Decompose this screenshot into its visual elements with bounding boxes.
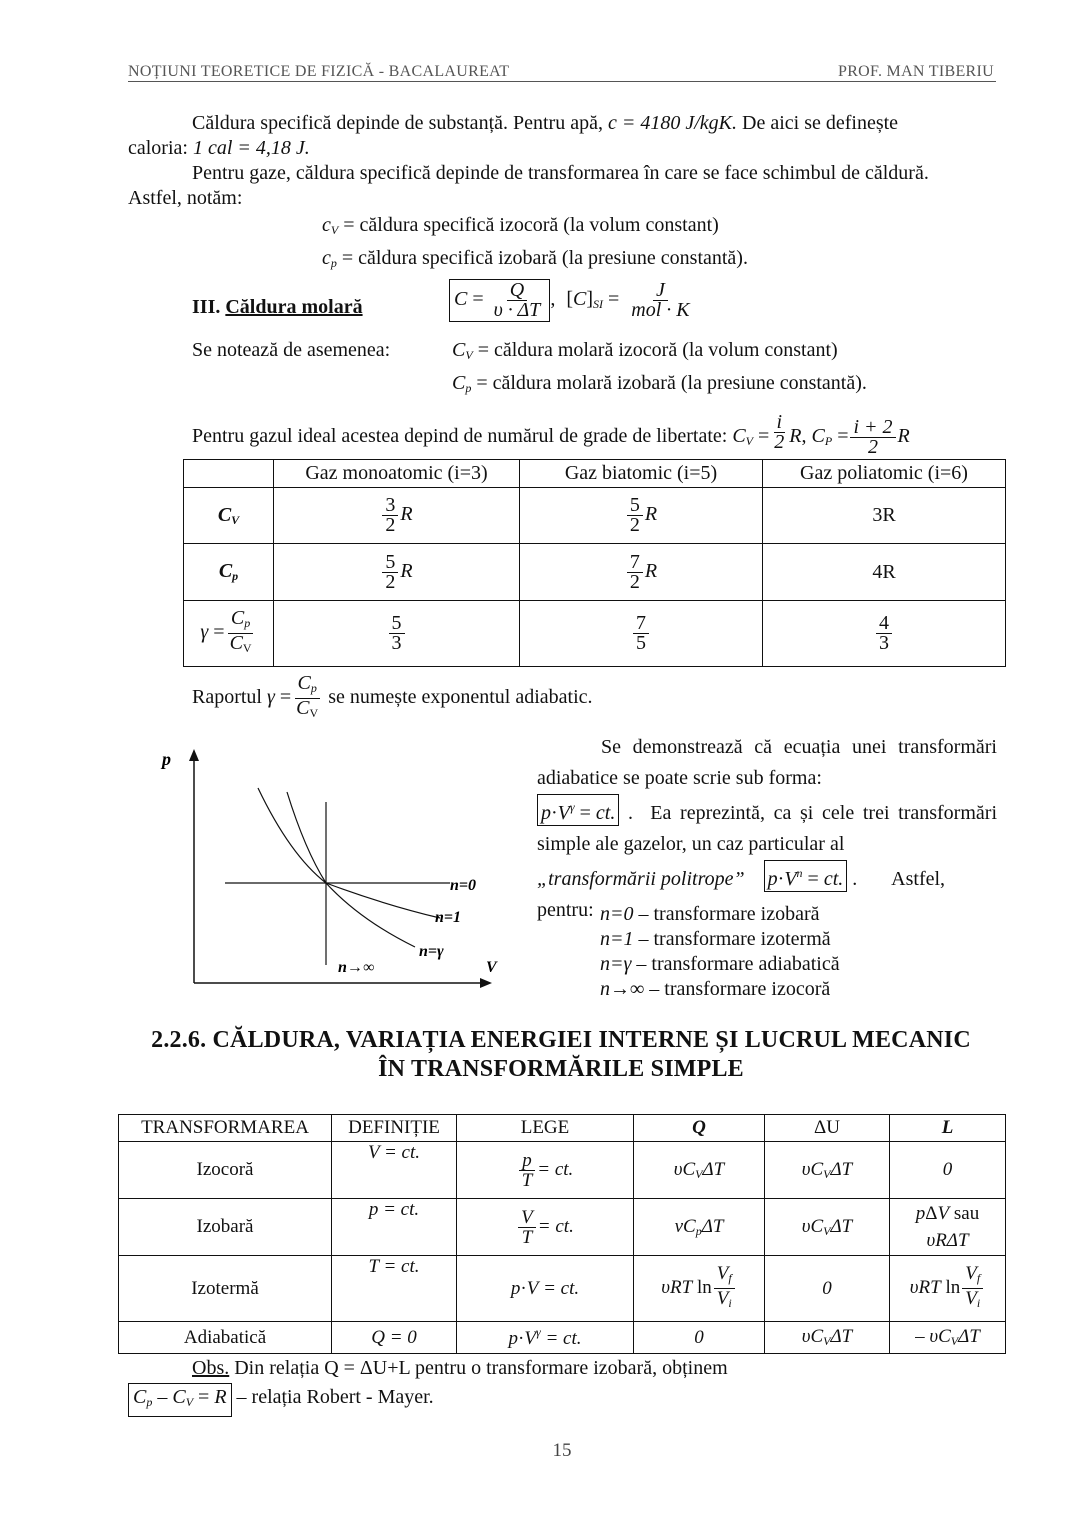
cv-bi-den: 2 bbox=[629, 514, 640, 536]
molar-title-text: Căldura molară bbox=[225, 296, 363, 318]
si-unit-den: mol · K bbox=[631, 299, 690, 321]
row-adiabatica: Adiabatică Q = 0 $p\cdot V^\gamma$ = ct. 0 $\upsilon C_V\Delta T$ – $\upsilon C_V\Delta T$ bbox=[119, 1322, 1006, 1354]
adiabatic-par1: Se demonstrează că ecuația unei transformări adiabatice se poate scrie sub forma: bbox=[537, 736, 997, 789]
gamma-bi-num: 7 bbox=[633, 614, 649, 634]
molar-formula-num: Q bbox=[507, 281, 527, 301]
gas-header-bi: Gaz biatomic (i=5) bbox=[520, 460, 763, 488]
intro-caloria-label: caloria: bbox=[128, 137, 188, 159]
case-ngamma: n=γ – transformare adiabatică bbox=[600, 953, 840, 975]
cp-bi-den: 2 bbox=[629, 570, 640, 593]
molar-title bbox=[192, 295, 363, 320]
gas-header-mono: Gaz monoatomic (i=3) bbox=[274, 460, 520, 488]
intro-gas-text: Pentru gaze, căldura specifică depinde de transformarea în care se face schimbul de căldură. bbox=[192, 162, 929, 184]
izoterma-name: Izotermă bbox=[119, 1256, 332, 1322]
gamma-mono-den: 3 bbox=[391, 632, 402, 654]
molar-formula: C = $\frac{Q}{\upsilon \cdot \Delta T}$ , $[C]_{SI}$ = $\frac{J}{\text{mol · K}}$ bbox=[449, 279, 695, 322]
obs-text: Din relația Q = ΔU+L pentru o transformare izobară, obținem bbox=[234, 1357, 728, 1379]
izocora-l: 0 bbox=[890, 1142, 1006, 1199]
curve-isotherm bbox=[258, 788, 440, 918]
intro-text-a: Căldura specifică depinde de substanță. Pentru apă, bbox=[192, 112, 603, 134]
case-n1: n=1 – transformare izotermă bbox=[600, 928, 831, 950]
gas-row-gamma: γ = $\frac{C_p}{C_V}$ $\frac{5}{3}$ $\frac{7}{5}$ $\frac{4}{3}$ bbox=[184, 601, 1006, 667]
header-right: PROF. MAN TIBERIU bbox=[838, 63, 994, 80]
transform-table bbox=[118, 1114, 1006, 1354]
adiabatica-q: 0 bbox=[634, 1322, 765, 1354]
row-cv-sub: V bbox=[231, 512, 240, 527]
obs-line bbox=[192, 1356, 728, 1381]
ideal-gas-line: Pentru gazul ideal acestea depind de numărul de grade de libertate: $C_V$ = $\frac{i}{2}$ R, $C_P$ = $\frac{i + 2}{2}$ R bbox=[192, 411, 910, 458]
polytrope-term: „transformării politrope” bbox=[537, 868, 745, 890]
molar-title-num: III. bbox=[192, 296, 221, 318]
gas-table bbox=[183, 459, 1006, 667]
graph-y-arrow bbox=[189, 749, 199, 761]
row-izobara: Izobară p = ct. $\frac{V}{T}$ = ct. $\nu C_p\Delta T$ $\upsilon C_V\Delta T$ pΔV sau υRΔT bbox=[119, 1199, 1006, 1256]
izobara-def: p = ct. bbox=[332, 1199, 457, 1256]
cv-mono-num: 3 bbox=[382, 496, 398, 516]
row-izoterma: Izotermă T = ct. p·V = ct. υRT ln $\frac{V_f}{V_i}$ 0 υRT ln $\frac{V_f}{V_i}$ bbox=[119, 1256, 1006, 1322]
cp-specific-line: $c_p$ = căldura specifică izobară (la presiune constantă). bbox=[322, 247, 748, 270]
Cp-molar-line: $C_p$ = căldura molară izobară (la presiune constantă). bbox=[452, 372, 867, 395]
adiabatica-name: Adiabatică bbox=[119, 1322, 332, 1354]
izocora-def: V = ct. bbox=[332, 1142, 457, 1199]
cv-bi-num: 5 bbox=[627, 496, 643, 516]
graph-x-arrow bbox=[480, 978, 492, 988]
adiabatic-astfel: Astfel, bbox=[891, 868, 946, 890]
th-l: L bbox=[890, 1115, 1006, 1142]
si-unit-num: J bbox=[653, 281, 668, 301]
gamma-poly-den: 3 bbox=[879, 632, 889, 654]
cv-poly: 3R bbox=[872, 504, 896, 526]
header-divider bbox=[128, 81, 996, 82]
row-cp-sub: p bbox=[232, 569, 239, 583]
case-n0: n=0 – transformare izobară bbox=[600, 903, 820, 925]
raport-line: Raportul γ = $\frac{C_p}{C_V}$ se numește exponentul adiabatic. bbox=[192, 671, 593, 720]
transform-table-header bbox=[119, 1115, 1006, 1142]
Cv-molar-line: $C_V$ = căldura molară izocoră (la volum constant) bbox=[452, 339, 838, 362]
izoterma-du: 0 bbox=[765, 1256, 890, 1322]
gas-table-header bbox=[184, 460, 1006, 488]
graph-ylabel: p bbox=[162, 749, 171, 769]
row-izocora: Izocoră V = ct. $\frac{p}{T}$ = ct. $\upsilon C_V\Delta T$ $\upsilon C_V\Delta T$ 0 bbox=[119, 1142, 1006, 1199]
intro-caloria-value: 1 cal = 4,18 J. bbox=[192, 137, 310, 159]
cp-specific-desc: = căldura specifică izobară (la presiune constantă). bbox=[341, 247, 748, 269]
graph-label-n1: n=1 bbox=[435, 909, 462, 926]
cp-bi-num: 7 bbox=[627, 553, 643, 573]
gamma-mono-num: 5 bbox=[389, 614, 405, 634]
graph-label-ngamma: n=γ bbox=[419, 943, 444, 960]
gas-header-poly: Gaz poliatomic (i=6) bbox=[763, 460, 1006, 488]
case-ninf: n→∞ – transformare izocoră bbox=[600, 978, 831, 1000]
gas-row-cp: $C_p$ $\frac{5}{2}$ R $\frac{7}{2}$ R 4R bbox=[184, 544, 1006, 601]
adiabatic-par2: Ea reprezintă, ca și cele trei transformări simple ale gazelor, un caz particular al bbox=[537, 802, 997, 855]
intro-water-value: = 4180 J/kgK. bbox=[621, 112, 738, 134]
Cv-molar-desc: = căldura molară izocoră (la volum constant) bbox=[477, 339, 838, 361]
molar-formula-den: υ · ΔT bbox=[493, 299, 541, 321]
intro-paragraph-2 bbox=[128, 161, 996, 211]
raport-text: se numește exponentul adiabatic. bbox=[328, 686, 593, 708]
gamma-poly-num: 4 bbox=[876, 614, 892, 634]
gamma-bi-den: 5 bbox=[636, 632, 646, 654]
graph-xlabel: V bbox=[486, 959, 497, 976]
izocora-name: Izocoră bbox=[119, 1142, 332, 1199]
cp-poly: 4R bbox=[872, 560, 896, 583]
ideal-gas-text: Pentru gazul ideal acestea depind de numărul de grade de libertate: bbox=[192, 425, 728, 448]
izoterma-def: T = ct. bbox=[332, 1256, 457, 1322]
cv-mono-den: 2 bbox=[385, 514, 396, 536]
th-q: Q bbox=[634, 1115, 765, 1142]
th-transformare: TRANSFORMAREA bbox=[119, 1115, 332, 1142]
izobara-name: Izobară bbox=[119, 1199, 332, 1256]
graph-label-ninf: n→∞ bbox=[338, 959, 375, 976]
polytrope-graph bbox=[150, 740, 520, 1000]
th-lege: LEGE bbox=[457, 1115, 634, 1142]
gas-header-empty bbox=[184, 460, 274, 488]
Cp-molar-desc: = căldura molară izobară (la presiune constantă). bbox=[476, 372, 867, 394]
raport-label: Raportul bbox=[192, 686, 262, 708]
robert-mayer-line: $C_p - C_V = R$ – relația Robert - Mayer. bbox=[128, 1383, 434, 1417]
adiabatic-pentru: pentru: bbox=[537, 899, 594, 921]
cv-specific-desc: = căldura specifică izocoră (la volum constant) bbox=[343, 214, 719, 236]
curve-adiabat bbox=[287, 792, 415, 947]
header-left: NOȚIUNI TEORETICE DE FIZICĂ - BACALAUREAT bbox=[128, 63, 510, 80]
cp-mono-den: 2 bbox=[385, 570, 396, 593]
graph-label-n0: n=0 bbox=[450, 877, 477, 894]
row-cp-label: C bbox=[218, 560, 233, 582]
relation-name: – relația Robert - Mayer. bbox=[236, 1386, 434, 1408]
molar-note: Se notează de asemenea: bbox=[192, 339, 391, 361]
intro-c-symbol: c bbox=[607, 112, 617, 134]
obs-label: Obs. bbox=[192, 1357, 230, 1379]
intro-notam: Astfel, notăm: bbox=[128, 187, 243, 209]
intro-paragraph-1 bbox=[128, 111, 996, 161]
th-definitie: DEFINIȚIE bbox=[332, 1115, 457, 1142]
row-cv-label: C bbox=[217, 503, 232, 526]
intro-text-b: De aici se definește bbox=[742, 112, 899, 134]
cv-specific-line: $c_V$ = căldura specifică izocoră (la volum constant) bbox=[322, 214, 719, 237]
th-du: ΔU bbox=[765, 1115, 890, 1142]
adiabatic-paragraph: Se demonstrează că ecuația unei transformări adiabatice se poate scrie sub forma: $p\cdot V^\gamma$ = ct. . Ea reprezintă, ca și cele trei transformări simple ale gazelor, un caz particular al „transformării politrope” $p\cdot V^n$ = ct. . Astfel, pentru: bbox=[537, 736, 997, 921]
polytrope-cases bbox=[600, 902, 840, 1002]
section-heading-1: 2.2.6. CĂLDURA, VARIAȚIA ENERGIEI INTERNE ȘI LUCRUL MECANIC bbox=[151, 1027, 971, 1053]
section-heading-2: ÎN TRANSFORMĂRILE SIMPLE bbox=[378, 1056, 744, 1082]
gas-row-cv: $C_V$ $\frac{3}{2}$ R $\frac{5}{2}$ R 3R bbox=[184, 488, 1006, 544]
adiabatica-def: Q = 0 bbox=[332, 1322, 457, 1354]
cp-mono-num: 5 bbox=[382, 553, 398, 573]
page-number: 15 bbox=[552, 1440, 572, 1461]
